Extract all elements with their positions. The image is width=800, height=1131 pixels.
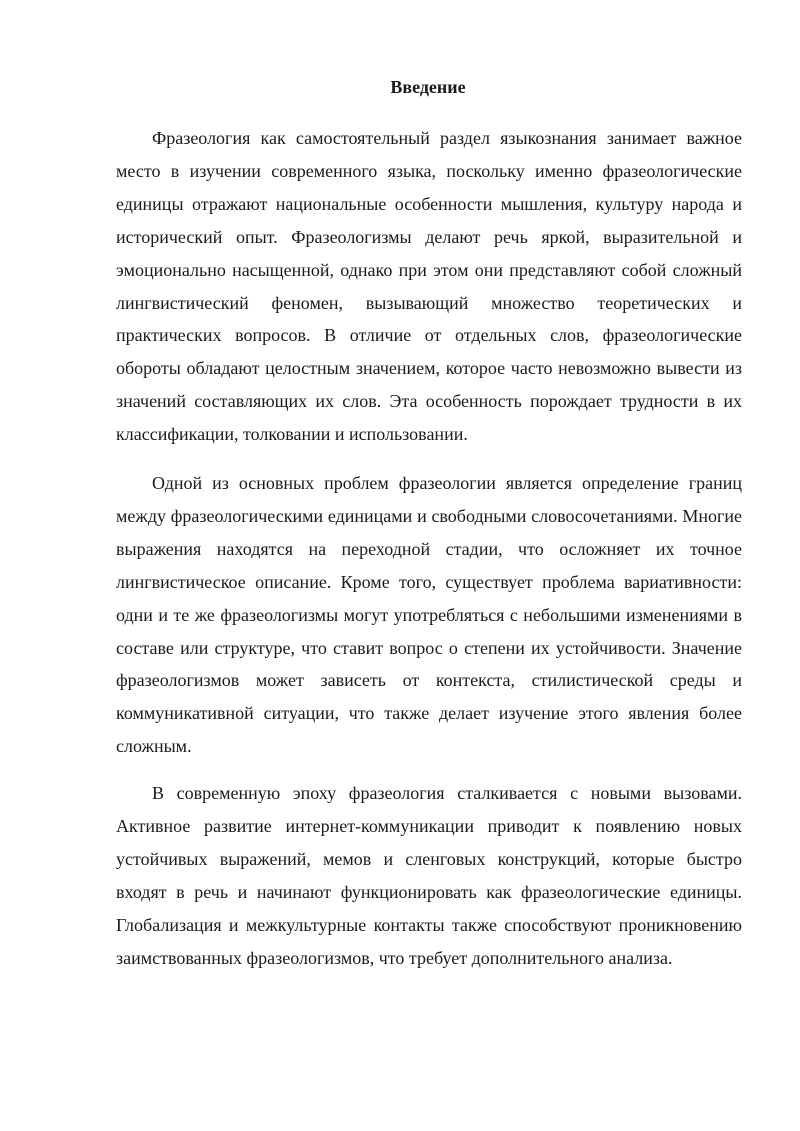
- document-title: Введение: [390, 77, 466, 97]
- paragraph-2: Одной из основных проблем фразеологии является определение границ между фразеологическими единицами и свободными словосочетаниями. Многие выражения находятся на переходной стадии, что осложняет их точное лингвистическое описание. Кроме того, существует проблема вариативности: одни и те же фразеологизмы могут употребляться с небольшими изменениями в составе или структуре, что ставит вопрос о степени их устойчивости. Значение фразеологизмов может зависеть от контекста, стилистической среды и коммуникативной ситуации, что также делает изучение этого явления более сложным.: [116, 473, 742, 757]
- paragraph-1: Фразеология как самостоятельный раздел языкознания занимает важное место в изучении современного языка, поскольку именно фразеологические единицы отражают национальные особенности мышления, культуру народа и исторический опыт. Фразеологизмы делают речь яркой, выразительной и эмоционально насыщенной, однако при этом они представляют собой сложный лингвистический феномен, вызывающий множество теоретических и практических вопросов. В отличие от отдельных слов, фразеологические обороты обладают целостным значением, которое часто невозможно вывести из значений составляющих их слов. Эта особенность порождает трудности в их классификации, толковании и использовании.: [116, 128, 742, 445]
- paragraph-3: В современную эпоху фразеология сталкивается с новыми вызовами. Активное развитие интернет-коммуникации приводит к появлению новых устойчивых выражений, мемов и сленговых конструкций, которые быстро входят в речь и начинают функционировать как фразеологические единицы. Глобализация и межкультурные контакты также способствуют проникновению заимствованных фразеологизмов, что требует дополнительного анализа.: [116, 783, 742, 968]
